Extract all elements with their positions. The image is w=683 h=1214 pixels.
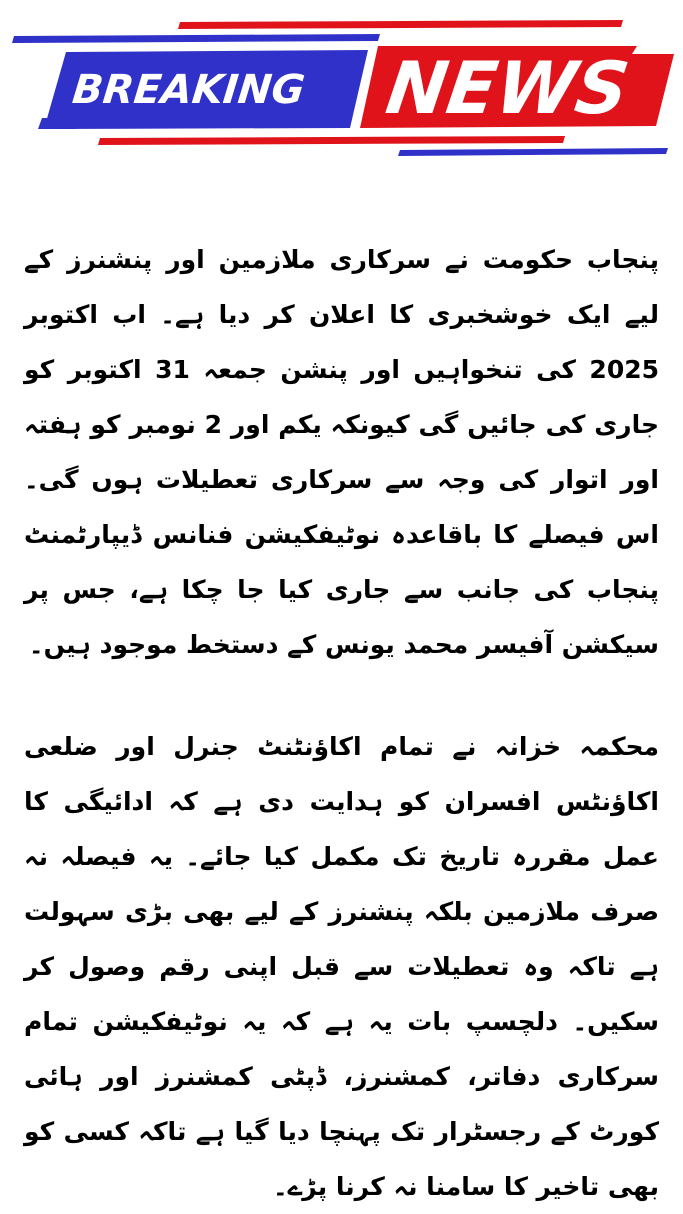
bottom-stripes (98, 136, 668, 156)
article-body (24, 232, 659, 1214)
top-stripes (12, 20, 623, 43)
paragraph-2: محکمہ خزانہ نے تمام اکاؤنٹنٹ جنرل اور ضلعی اکاؤنٹس افسران کو ہدایت دی ہے کہ ادائیگی کا عمل مقررہ تاریخ تک مکمل کیا جائے۔ یہ فیصلہ نہ صرف ملازمین بلکہ پنشنرز کے لیے بھی بڑی سہولت ہے تاکہ وہ تعطیلات سے قبل اپنی رقم وصول کر سکیں۔ دلچسپ بات یہ ہے کہ یہ نوٹیفکیشن تمام سرکاری دفاتر، کمشنرز، ڈپٹی کمشنرز اور ہائی کورٹ کے رجسٹرار تک پہنچا دیا گیا ہے تاکہ کسی کو بھی تاخیر کا سامنا نہ کرنا پڑے۔ (24, 732, 659, 1201)
news-word: NEWS (381, 47, 634, 131)
paragraph-1: پنجاب حکومت نے سرکاری ملازمین اور پنشنرز کے لیے ایک خوشخبری کا اعلان کر دیا ہے۔ اب اکتوبر 2025 کی تنخواہیں اور پنشن جمعہ 31 اکتوبر کو جاری کی جائیں گی کیونکہ یکم اور 2 نومبر کو ہفتہ اور اتوار کی وجہ سے سرکاری تعطیلات ہوں گی۔ اس فیصلے کا باقاعدہ نوٹیفکیشن فنانس ڈیپارٹمنٹ پنجاب کی جانب سے جاری کیا جا چکا ہے، جس پر سیکشن آفیسر محمد یونس کے دستخط موجود ہیں۔ (24, 245, 660, 659)
breaking-word: BREAKING (70, 67, 307, 113)
breaking-news-banner (0, 0, 683, 160)
